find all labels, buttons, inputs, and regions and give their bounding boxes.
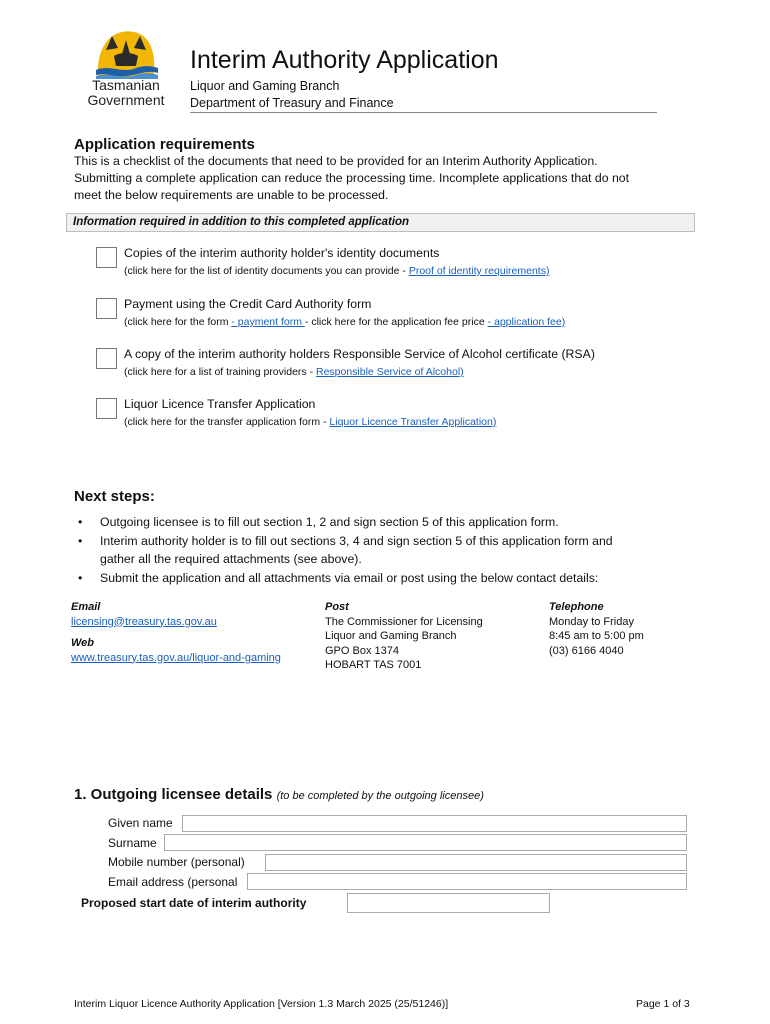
mobile-number-input[interactable]: [265, 854, 687, 871]
bullet-icon: •: [78, 515, 83, 529]
bullet-icon: •: [78, 533, 83, 548]
payment-subtext: (click here for the form: [124, 316, 232, 328]
transfer-subtext: (click here for the transfer application form -: [124, 416, 330, 428]
post-line: Liquor and Gaming Branch: [325, 630, 457, 642]
rsa-link[interactable]: Responsible Service of Alcohol): [315, 366, 464, 378]
email-address-input[interactable]: [247, 873, 687, 890]
post-line: HOBART TAS 7001: [325, 659, 422, 671]
post-line: GPO Box 1374: [325, 644, 399, 657]
payment-form-link[interactable]: - payment form: [231, 316, 305, 328]
phone-line: Monday to Friday: [549, 615, 634, 628]
footer-page-number: Page 1 of 3: [636, 998, 690, 1010]
tasmanian-government-logo: [78, 26, 174, 112]
list-item-text: Outgoing licensee is to fill out section 1, 2 and sign section 5 of this application form.: [100, 515, 559, 529]
post-line: The Commissioner for Licensing: [325, 615, 483, 628]
contact-email-web: [71, 600, 281, 665]
email-link[interactable]: licensing@treasury.tas.gov.au: [71, 615, 217, 628]
proof-of-identity-link[interactable]: Proof of identity requirements): [408, 265, 550, 277]
email-label: Email: [71, 601, 101, 613]
proposed-start-date-input[interactable]: [347, 893, 550, 913]
requirements-line-1: This is a checklist of the documents that need to be provided for an Interim Authority Application.: [74, 154, 598, 168]
email-address-label: Email address (personal: [108, 875, 238, 889]
rsa-subtext: (click here for a list of training providers -: [124, 366, 316, 378]
document-title: Interim Authority Application: [190, 46, 499, 74]
list-item: [74, 513, 694, 532]
requirements-paragraph: [74, 153, 694, 204]
identity-documents-checkbox[interactable]: [96, 247, 117, 268]
section-1-note: (to be completed by the outgoing licensee): [276, 790, 484, 802]
proposed-start-date-label: Proposed start date of interim authority: [81, 896, 307, 910]
branch-name: Liquor and Gaming Branch: [190, 79, 340, 93]
phone-line: (03) 6166 4040: [549, 644, 624, 657]
checklist-item-subtext: [124, 366, 464, 378]
payment-checkbox[interactable]: [96, 298, 117, 319]
header-divider: [190, 112, 657, 113]
section-1-title: 1. Outgoing licensee details: [74, 786, 273, 803]
department-name: Department of Treasury and Finance: [190, 96, 394, 110]
checklist-item-title: Liquor Licence Transfer Application: [124, 397, 316, 411]
identity-subtext: (click here for the list of identity documents you can provide -: [124, 265, 409, 277]
web-label: Web: [71, 637, 95, 649]
given-name-label: Given name: [108, 816, 173, 830]
transfer-application-checkbox[interactable]: [96, 398, 117, 419]
application-fee-link[interactable]: - application fee): [487, 316, 566, 328]
list-item-continuation: [74, 550, 694, 569]
checklist-item-subtext: [124, 316, 565, 328]
contact-post: [325, 600, 483, 673]
list-item: [74, 532, 694, 551]
checklist-item-subtext: [124, 416, 496, 428]
requirements-line-3: meet the below requirements are unable to be processed.: [74, 188, 389, 202]
bullet-icon: •: [78, 570, 83, 585]
footer-version: Interim Liquor Licence Authority Application [Version 1.3 March 2025 (25/51246)]: [74, 998, 449, 1010]
list-item-text: Interim authority holder is to fill out sections 3, 4 and sign section 5 of this application form and: [100, 533, 613, 548]
list-item: [74, 569, 694, 588]
next-steps-heading: Next steps:: [74, 488, 155, 505]
checklist-item-title: Payment using the Credit Card Authority form: [124, 297, 372, 311]
logo-text-line1: Tasmanian: [92, 77, 160, 93]
requirements-heading: Application requirements: [74, 136, 255, 153]
logo-text-line2: Government: [87, 92, 165, 108]
checklist-item-subtext: [124, 265, 549, 277]
transfer-application-link[interactable]: Liquor Licence Transfer Application): [329, 416, 497, 428]
list-item-text: gather all the required attachments (see above).: [100, 552, 362, 566]
given-name-input[interactable]: [182, 815, 687, 832]
post-label: Post: [325, 601, 349, 613]
web-link[interactable]: www.treasury.tas.gov.au/liquor-and-gaming: [71, 651, 281, 664]
surname-input[interactable]: [164, 834, 687, 851]
list-item-text: Submit the application and all attachments via email or post using the below contact details:: [100, 570, 599, 585]
telephone-label: Telephone: [549, 601, 604, 613]
info-required-bar: Information required in addition to this completed application: [66, 213, 695, 232]
phone-line: 8:45 am to 5:00 pm: [549, 630, 644, 642]
rsa-certificate-checkbox[interactable]: [96, 348, 117, 369]
requirements-line-2: Submitting a complete application can reduce the processing time. Incomplete applications that do not: [74, 171, 630, 185]
section-1-heading: [74, 786, 484, 803]
fee-subtext: - click here for the application fee price: [304, 316, 488, 328]
surname-label: Surname: [108, 836, 157, 850]
next-steps-list: [74, 513, 694, 587]
mobile-number-label: Mobile number (personal): [108, 855, 245, 869]
checklist-item-title: Copies of the interim authority holder's identity documents: [124, 246, 440, 260]
contact-telephone: [549, 600, 644, 658]
checklist-item-title: A copy of the interim authority holders Responsible Service of Alcohol certificate (RSA): [124, 347, 595, 361]
thylacine-logo-icon: [92, 26, 160, 80]
